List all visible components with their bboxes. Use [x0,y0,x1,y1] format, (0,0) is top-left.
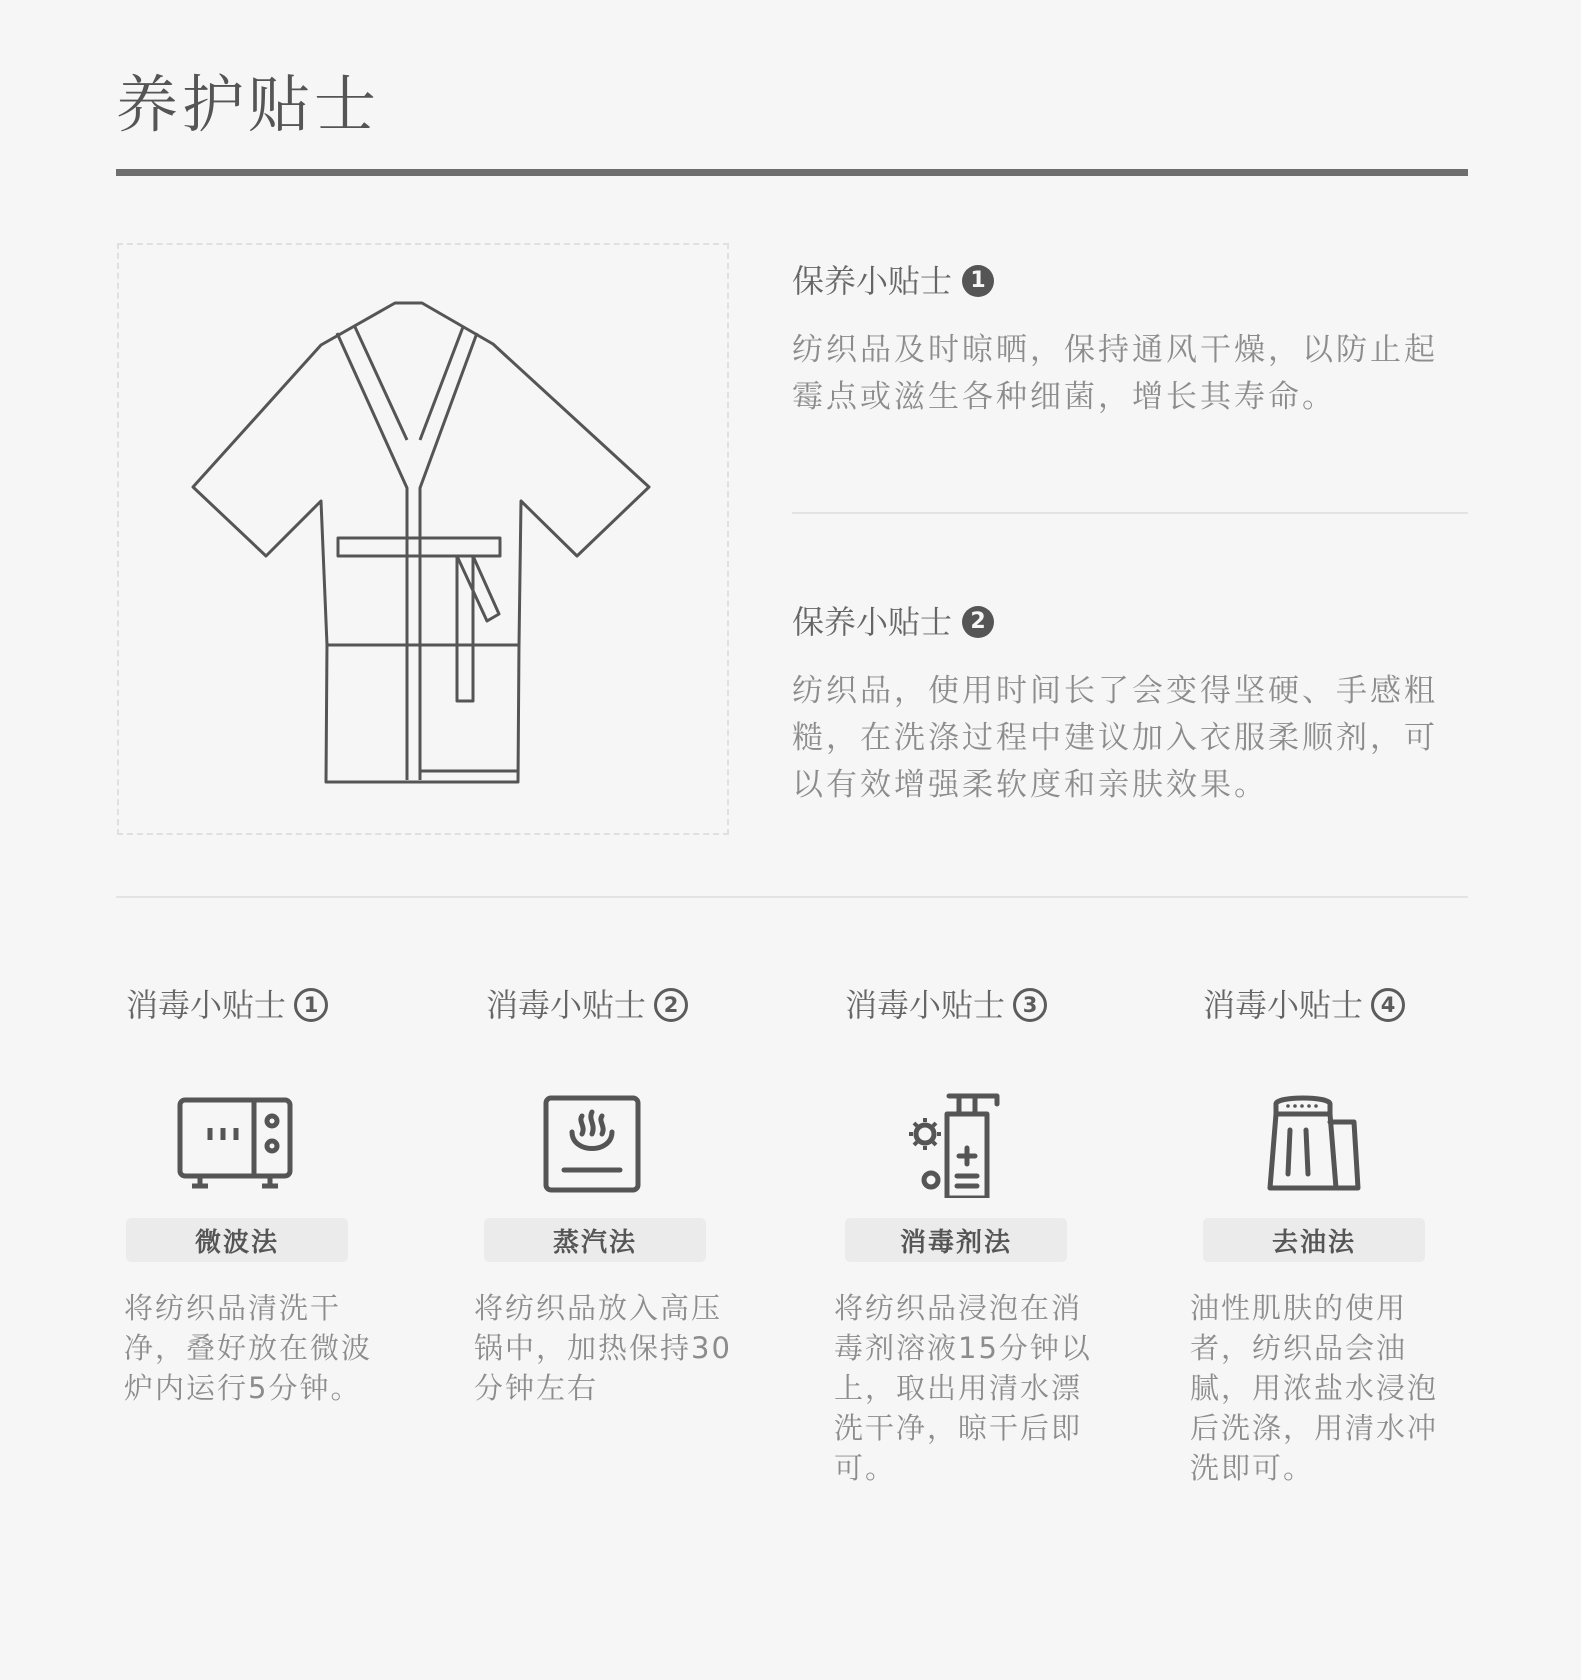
care-tip-text: 纺织品，使用时间长了会变得坚硬、手感粗糙，在洗涤过程中建议加入衣服柔顺剂，可以有效增强柔软度和亲肤效果。 [792,673,1438,803]
care-tip-heading [792,259,1452,303]
number-circle-3: 3 [1013,988,1047,1022]
care-tip-title: 保养小贴士 [792,603,953,641]
care-tip-heading [792,600,1452,644]
care-tip-2 [792,600,1452,809]
method-label-microwave: 微波法 [126,1218,348,1262]
disinfect-tip-text-3: 将纺织品浸泡在消毒剂溶液15分钟以上，取出用清水漂洗干净，晾干后即可。 [834,1291,1092,1485]
number-circle-4: 4 [1371,988,1405,1022]
page-title: 养护贴士 [116,68,381,141]
disinfect-tip-heading-4 [1203,983,1405,1027]
method-label-degrease: 去油法 [1203,1218,1425,1262]
disinfect-tip-heading-2 [486,983,688,1027]
care-tip-text: 纺织品及时晾晒，保持通风干燥，以防止起霉点或滋生各种细菌，增长其寿命。 [792,332,1438,415]
disinfect-tip-title: 消毒小贴士 [486,986,647,1024]
number-circle-2: 2 [654,988,688,1022]
disinfect-tip-text-4: 油性肌肤的使用者，纺织品会油腻，用浓盐水浸泡后洗涤，用清水冲洗即可。 [1190,1291,1439,1485]
care-tip-1 [792,259,1452,421]
disinfect-tip-title: 消毒小贴士 [1203,986,1364,1024]
title-divider [116,169,1468,176]
bathrobe-icon [117,243,729,835]
section-divider [116,896,1468,898]
microwave-icon [170,1088,300,1198]
disinfect-tip-heading-3 [845,983,1047,1027]
disinfect-tip-text-1: 将纺织品清洗干净，叠好放在微波炉内运行5分钟。 [124,1291,373,1405]
disinfect-tip-text-2: 将纺织品放入高压锅中，加热保持30分钟左右 [474,1291,732,1405]
method-label-disinfectant: 消毒剂法 [845,1218,1067,1262]
number-circle-1: 1 [294,988,328,1022]
number-badge-2: 2 [962,606,994,638]
care-tip-divider [792,512,1468,514]
disinfect-tip-title: 消毒小贴士 [126,986,287,1024]
disinfect-tip-heading-1 [126,983,328,1027]
steamer-icon [529,1088,659,1198]
salt-shaker-icon [1248,1088,1378,1198]
disinfectant-bottle-icon [889,1088,1019,1198]
number-badge-1: 1 [962,265,994,297]
disinfect-tip-title: 消毒小贴士 [845,986,1006,1024]
method-label-steam: 蒸汽法 [484,1218,706,1262]
care-tip-title: 保养小贴士 [792,262,953,300]
